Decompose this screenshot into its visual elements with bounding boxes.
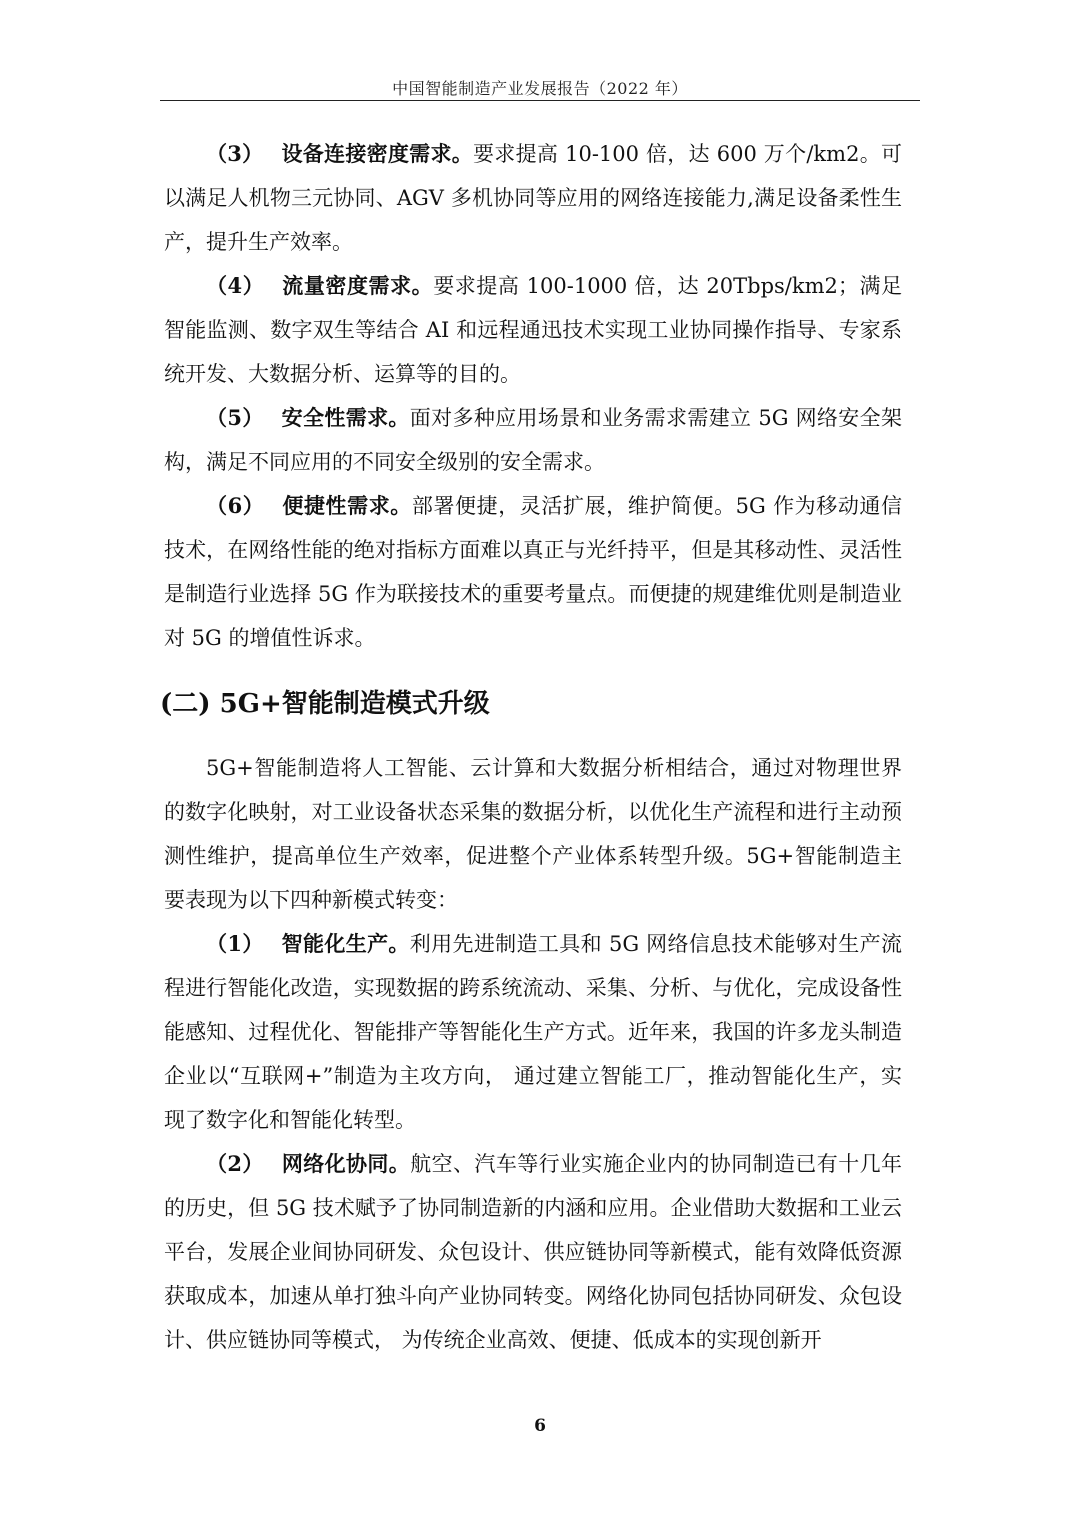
item-text: 利用先进制造工具和 5G 网络信息技术能够对生产流程进行智能化改造，实现数据的跨系统流动、采集、分析、与优化，完成设备性能感知、过程优化、智能排产等智能化生产方式。近年来，我国的许多龙头制造企业以“互联网+”制造为主攻方向， 通过建立智能工厂，推动智能化生产，实现了数字化和智能化转型。 <box>164 932 902 1132</box>
section-intro: 5G+智能制造将人工智能、云计算和大数据分析相结合，通过对物理世界的数字化映射，对工业设备状态采集的数据分析，以优化生产流程和进行主动预测性维护，提高单位生产效率，促进整个产业体系转型升级。5G+智能制造主要表现为以下四种新模式转变： <box>164 756 902 912</box>
item-number: （4） <box>206 273 265 298</box>
item-number: （1） <box>206 931 264 956</box>
item-text: 要求提高 100-1000 倍，达 20Tbps/km2；满足智能监测、数字双生等结合 AI 和远程通迅技术实现工业协同操作指导、专家系统开发、大数据分析、运算等的目的。 <box>164 274 902 386</box>
item-number: （2） <box>206 1151 264 1176</box>
item-text: 航空、汽车等行业实施企业内的协同制造已有十几年的历史，但 5G 技术赋予了协同制造新的内涵和应用。企业借助大数据和工业云平台，发展企业间协同研发、众包设计、供应链协同等新模式，能有效降低资源获取成本，加速从单打独斗向产业协同转变。网络化协同包括协同研发、众包设计、供应链协同等模式， 为传统企业高效、便捷、低成本的实现创新开 <box>164 1152 902 1352</box>
page-body <box>160 132 902 1362</box>
item-lead: 安全性需求。 <box>281 405 410 430</box>
item-text: 要求提高 10-100 倍，达 600 万个/km2。可以满足人机物三元协同、AGV 多机协同等应用的网络连接能力,满足设备柔性生产，提升生产效率。 <box>164 142 902 254</box>
item-number: （5） <box>206 405 264 430</box>
list-item <box>164 396 902 484</box>
item-text: 部署便捷，灵活扩展，维护简便。5G 作为移动通信技术，在网络性能的绝对指标方面难以真正与光纤持平，但是其移动性、灵活性是制造行业选择 5G 作为联接技术的重要考量点。而便捷的规建维优则是制造业对 5G 的增值性诉求。 <box>164 494 902 650</box>
running-header: 中国智能制造产业发展报告（2022 年） <box>392 79 688 98</box>
item-lead: 网络化协同。 <box>281 1151 411 1176</box>
list-item <box>164 264 902 396</box>
item-lead: 便捷性需求。 <box>282 493 412 518</box>
list-item <box>164 922 902 1142</box>
item-number: （3） <box>206 141 264 166</box>
section-heading: (二) 5G+智能制造模式升级 <box>160 689 490 719</box>
list-item <box>164 132 902 264</box>
list-item <box>164 1142 902 1362</box>
item-lead: 流量密度需求。 <box>282 273 434 298</box>
item-number: （6） <box>206 493 265 518</box>
page-number: 6 <box>534 1416 546 1436</box>
item-text: 面对多种应用场景和业务需求需建立 5G 网络安全架构，满足不同应用的不同安全级别的安全需求。 <box>164 406 902 474</box>
header-divider <box>160 100 920 101</box>
item-lead: 设备连接密度需求。 <box>281 141 474 166</box>
item-lead: 智能化生产。 <box>281 931 410 956</box>
list-item <box>164 484 902 660</box>
